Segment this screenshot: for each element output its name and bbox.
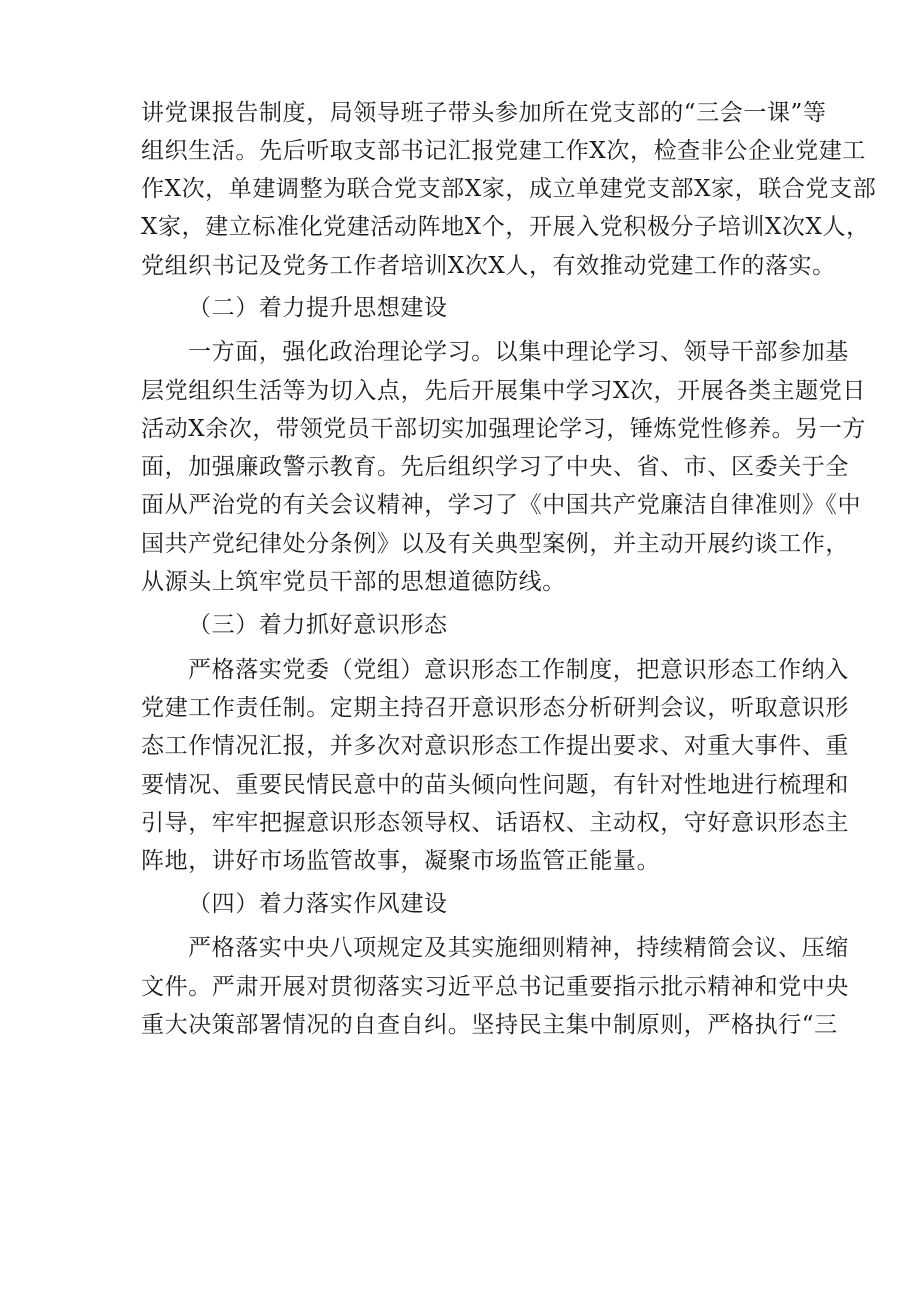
paragraph-line: 态工作情况汇报，并多次对意识形态工作提出要求、对重大事件、重 (141, 733, 849, 759)
paragraph-line: 重大决策部署情况的自查自纠。坚持民主集中制原则，严格执行“三 (141, 1012, 838, 1038)
section-heading: （三）着力抓好意识形态 (188, 612, 448, 638)
paragraph-line: 党建工作责任制。定期主持召开意识形态分析研判会议，听取意识形 (141, 695, 849, 721)
paragraph-line: 文件。严肃开展对贯彻落实习近平总书记重要指示批示精神和党中央 (141, 974, 849, 1000)
paragraph-line: 引导，牢牢把握意识形态领导权、话语权、主动权，守好意识形态主 (141, 810, 849, 836)
paragraph-line: 严格落实中央八项规定及其实施细则精神，持续精简会议、压缩 (188, 935, 849, 961)
paragraph-line: 讲党课报告制度，局领导班子带头参加所在党支部的“三会一课”等 (141, 100, 827, 126)
paragraph-line: 要情况、重要民情民意中的苗头倾向性问题，有针对性地进行梳理和 (141, 772, 849, 798)
section-heading: （二）着力提升思想建设 (188, 295, 448, 321)
paragraph-line: 阵地，讲好市场监管故事，凝聚市场监管正能量。 (141, 848, 661, 874)
paragraph-line: 活动X余次，带领党员干部切实加强理论学习，锤炼党性修养。另一方 (141, 416, 866, 442)
paragraph-line: 一方面，强化政治理论学习。以集中理论学习、领导干部参加基 (188, 339, 849, 365)
paragraph-line: 从源头上筑牢党员干部的思想道德防线。 (141, 569, 566, 595)
paragraph-line: 层党组织生活等为切入点，先后开展集中学习X次，开展各类主题党日 (141, 378, 866, 404)
paragraph-line: X家，建立标准化党建活动阵地X个，开展入党积极分子培训X次X人， (141, 214, 870, 240)
paragraph-line: 组织生活。先后听取支部书记汇报党建工作X次，检查非公企业党建工 (141, 138, 866, 164)
paragraph-line: 党组织书记及党务工作者培训X次X人，有效推动党建工作的落实。 (141, 253, 836, 279)
section-heading: （四）着力落实作风建设 (188, 891, 448, 917)
paragraph-line: 国共产党纪律处分条例》以及有关典型案例，并主动开展约谈工作， (141, 531, 849, 557)
paragraph-line: 严格落实党委（党组）意识形态工作制度，把意识形态工作纳入 (188, 657, 849, 683)
paragraph-line: 面，加强廉政警示教育。先后组织学习了中央、省、市、区委关于全 (141, 454, 849, 480)
paragraph-line: 作X次，单建调整为联合党支部X家，成立单建党支部X家，联合党支部 (141, 176, 877, 202)
paragraph-line: 面从严治党的有关会议精神，学习了《中国共产党廉洁自律准则》《中 (141, 492, 862, 518)
